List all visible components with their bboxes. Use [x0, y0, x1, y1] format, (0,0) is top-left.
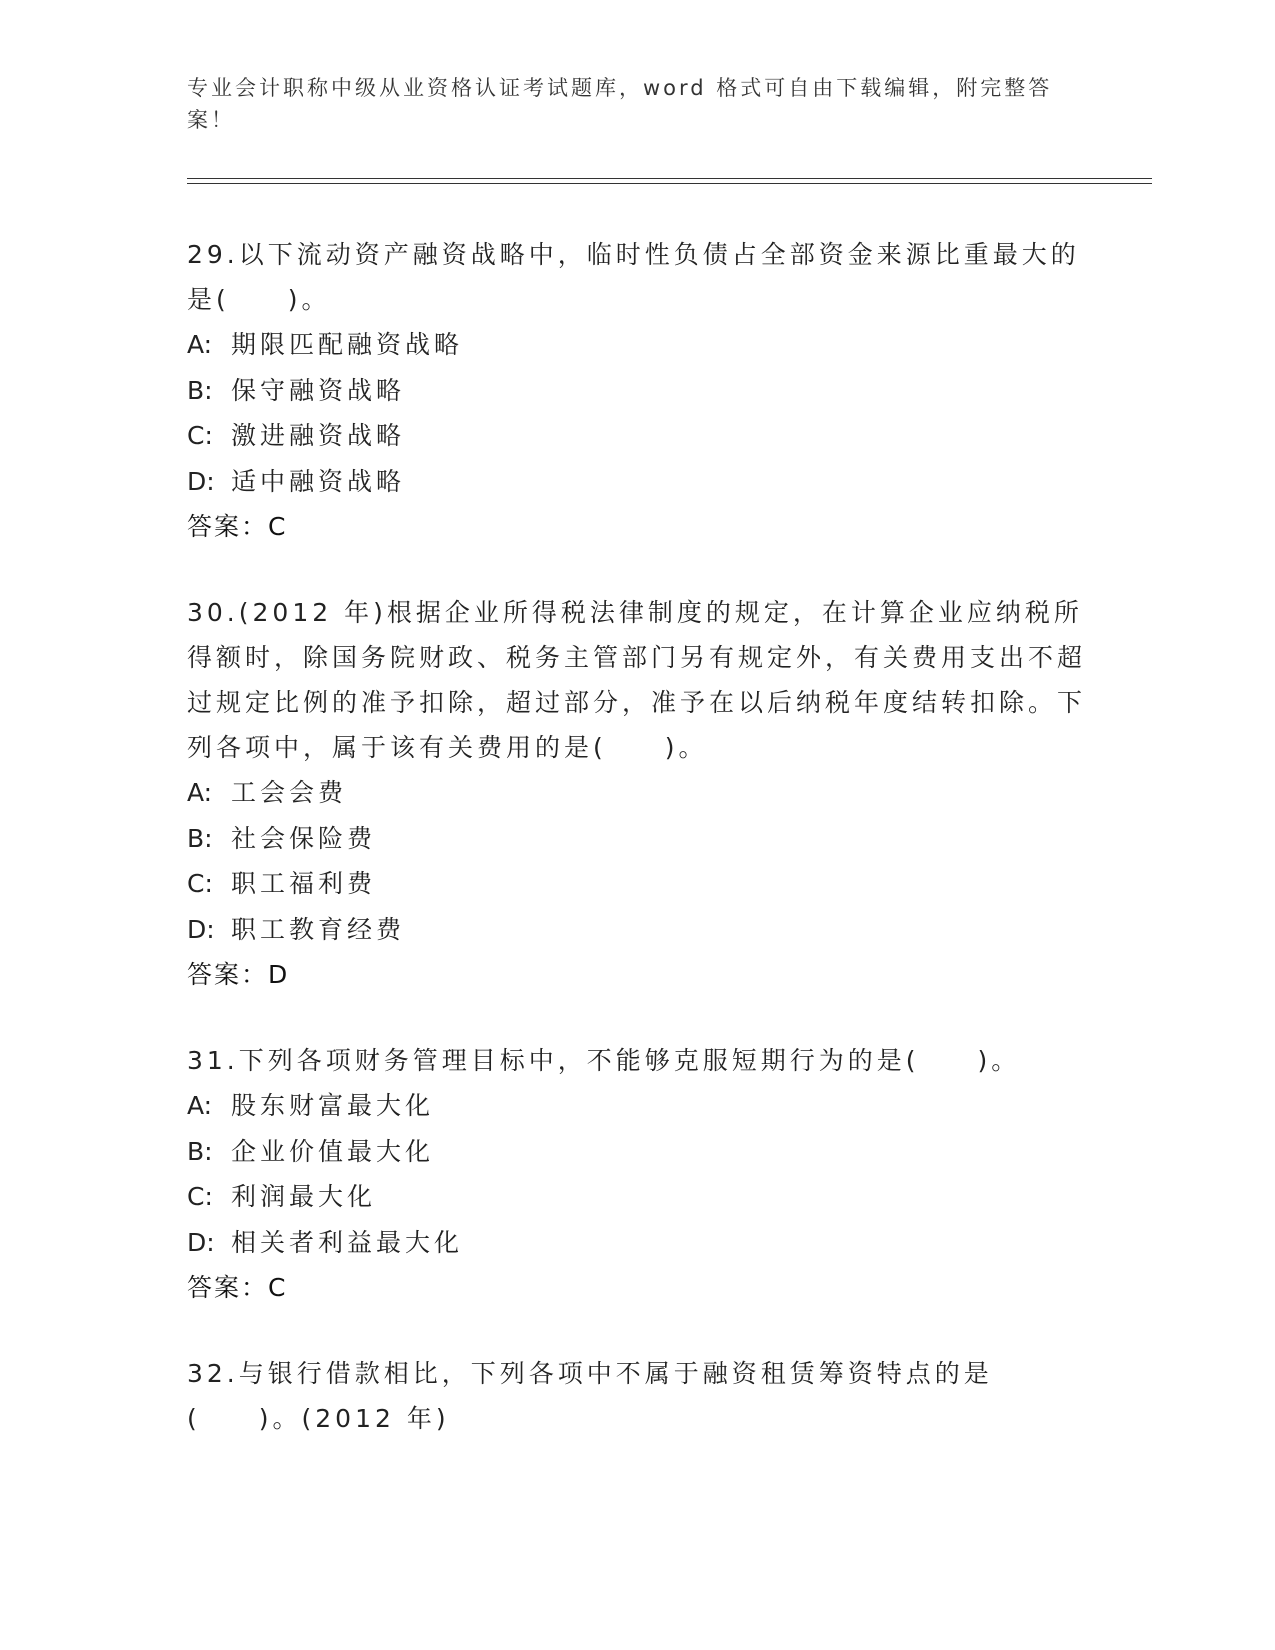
option-b	[187, 368, 1087, 414]
option-key: B:	[187, 375, 213, 405]
option-text: 期限匹配融资战略	[231, 330, 464, 359]
option-d	[187, 1220, 1087, 1266]
answer: 答案：C	[187, 512, 288, 541]
option-text: 保守融资战略	[231, 375, 406, 405]
option-text: 激进融资战略	[231, 421, 406, 450]
option-key: D:	[187, 1227, 215, 1257]
question-text: 32.与银行借款相比，下列各项中不属于融资租赁筹资特点的是( )。(2012 年)	[187, 1359, 993, 1433]
option-key: B:	[187, 1136, 213, 1166]
option-text: 股东财富最大化	[231, 1091, 435, 1120]
option-text: 工会会费	[231, 778, 348, 807]
option-key: B:	[187, 823, 213, 853]
option-d	[187, 459, 1087, 505]
option-a	[187, 1083, 1087, 1129]
option-c	[187, 1174, 1087, 1220]
option-d	[187, 907, 1087, 953]
answer: 答案：C	[187, 1273, 288, 1302]
option-a	[187, 322, 1087, 368]
option-key: C:	[187, 1182, 213, 1211]
header-rule-bottom	[187, 183, 1152, 184]
option-text: 相关者利益最大化	[231, 1227, 464, 1257]
answer: 答案：D	[187, 960, 290, 989]
question-list	[187, 232, 1087, 1482]
option-text: 利润最大化	[231, 1182, 377, 1211]
question-text: 29.以下流动资产融资战略中，临时性负债占全部资金来源比重最大的是( )。	[187, 240, 1080, 314]
option-key: C:	[187, 421, 213, 450]
option-text: 企业价值最大化	[231, 1136, 435, 1166]
option-text: 社会保险费	[231, 823, 377, 853]
option-key: D:	[187, 914, 215, 944]
option-key: D:	[187, 466, 215, 496]
header-rule-top	[187, 178, 1152, 179]
question-31	[187, 1038, 1087, 1310]
option-key: C:	[187, 869, 213, 898]
page-header-text: 专业会计职称中级从业资格认证考试题库，word 格式可自由下载编辑，附完整答案！	[187, 76, 1053, 132]
question-29	[187, 232, 1087, 549]
option-c	[187, 413, 1087, 459]
question-32	[187, 1351, 1087, 1441]
option-text: 职工教育经费	[231, 914, 406, 944]
option-text: 职工福利费	[231, 869, 377, 898]
option-key: A:	[187, 1091, 213, 1120]
option-b	[187, 816, 1087, 862]
option-text: 适中融资战略	[231, 466, 406, 496]
option-key: A:	[187, 330, 213, 359]
option-key: A:	[187, 778, 213, 807]
option-a	[187, 770, 1087, 816]
option-c	[187, 861, 1087, 907]
question-text: 31.下列各项财务管理目标中，不能够克服短期行为的是( )。	[187, 1046, 1021, 1075]
question-30	[187, 590, 1087, 997]
question-text: 30.(2012 年)根据企业所得税法律制度的规定，在计算企业应纳税所得额时，除国务院财政、税务主管部门另有规定外，有关费用支出不超过规定比例的准予扣除，超过部分，准予在以后纳税年度结转扣除。下列各项中，属于该有关费用的是( )。	[187, 598, 1087, 762]
option-b	[187, 1129, 1087, 1175]
